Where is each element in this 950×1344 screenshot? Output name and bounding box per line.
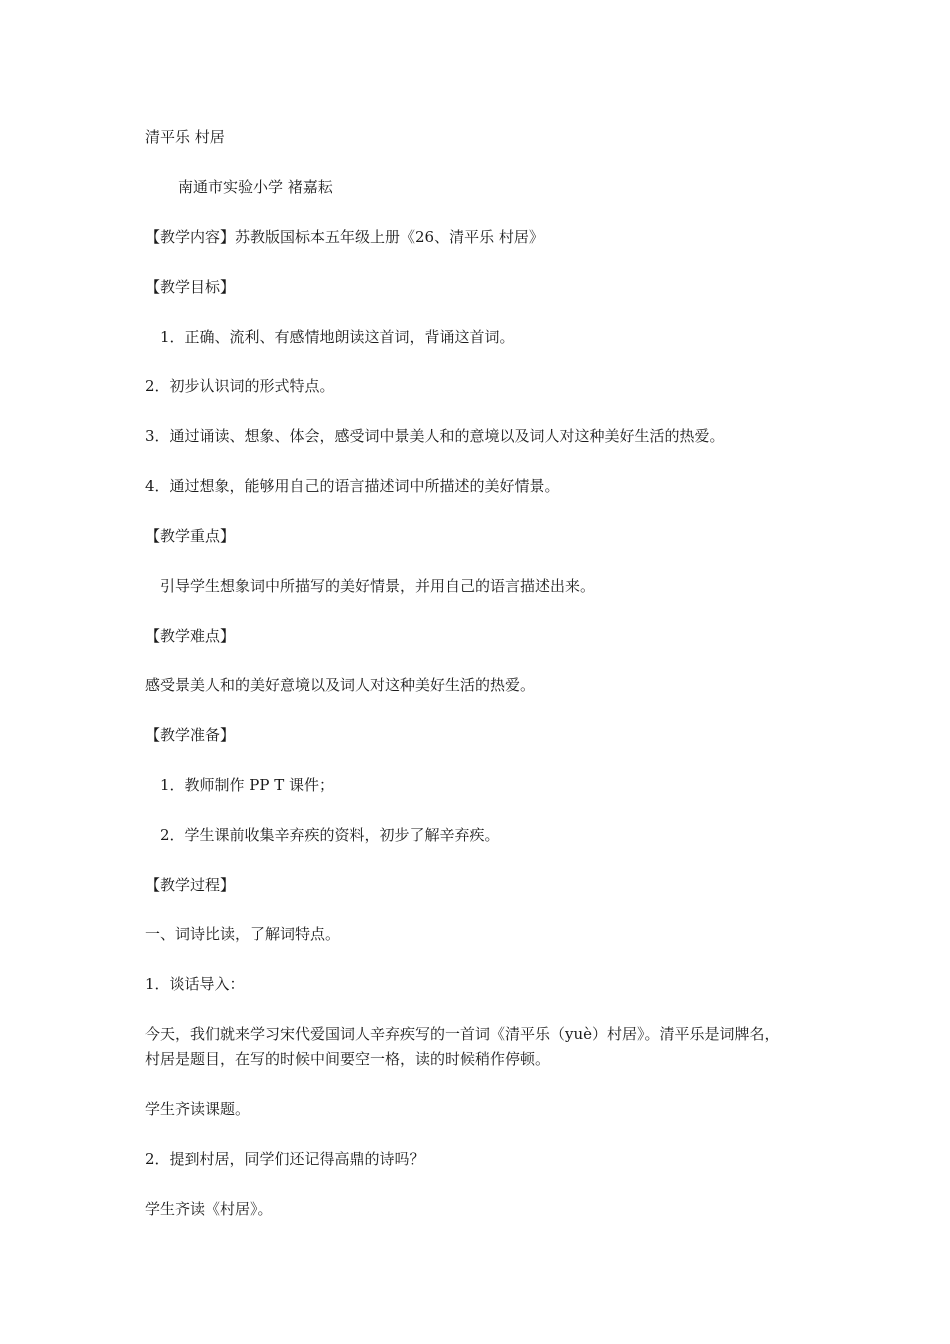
intro-paragraph-line-2: 村居是题目，在写的时候中间要空一格，读的时候稍作停顿。	[145, 1050, 551, 1068]
intro-paragraph-line-1: 今天，我们就来学习宋代爱国词人辛弃疾写的一首词《清平乐（yuè）村居》。清平乐是词牌名，	[145, 1025, 780, 1043]
process-heading: 【教学过程】	[145, 876, 236, 894]
read-poem-line: 学生齐读《村居》。	[145, 1200, 273, 1218]
goals-heading: 【教学目标】	[145, 278, 236, 296]
goal-item-1: 1．正确、流利、有感情地朗读这首词，背诵这首词。	[160, 328, 515, 346]
goal-item-3: 3．通过诵读、想象、体会，感受词中景美人和的意境以及词人对这种美好生活的热爱。	[145, 427, 725, 445]
step-2: 2．提到村居，同学们还记得高鼎的诗吗？	[145, 1150, 425, 1168]
goal-item-2: 2．初步认识词的形式特点。	[145, 377, 335, 395]
read-title-line: 学生齐读课题。	[145, 1100, 251, 1118]
goal-item-4: 4．通过想象，能够用自己的语言描述词中所描述的美好情景。	[145, 477, 560, 495]
prep-item-1: 1．教师制作 PP T 课件；	[160, 776, 335, 794]
section-1-heading: 一、词诗比读，了解词特点。	[145, 925, 341, 943]
key-heading: 【教学重点】	[145, 527, 236, 545]
author-line: 南通市实验小学 褚嘉耘	[178, 178, 333, 196]
teaching-content: 【教学内容】苏教版国标本五年级上册《26、清平乐 村居》	[145, 228, 544, 246]
difficulty-heading: 【教学难点】	[145, 627, 236, 645]
prep-item-2: 2．学生课前收集辛弃疾的资料，初步了解辛弃疾。	[160, 826, 500, 844]
document-title: 清平乐 村居	[145, 128, 225, 146]
step-1: 1．谈话导入：	[145, 975, 245, 993]
key-text: 引导学生想象词中所描写的美好情景，并用自己的语言描述出来。	[160, 577, 596, 595]
difficulty-text: 感受景美人和的美好意境以及词人对这种美好生活的热爱。	[145, 676, 536, 694]
prep-heading: 【教学准备】	[145, 726, 236, 744]
